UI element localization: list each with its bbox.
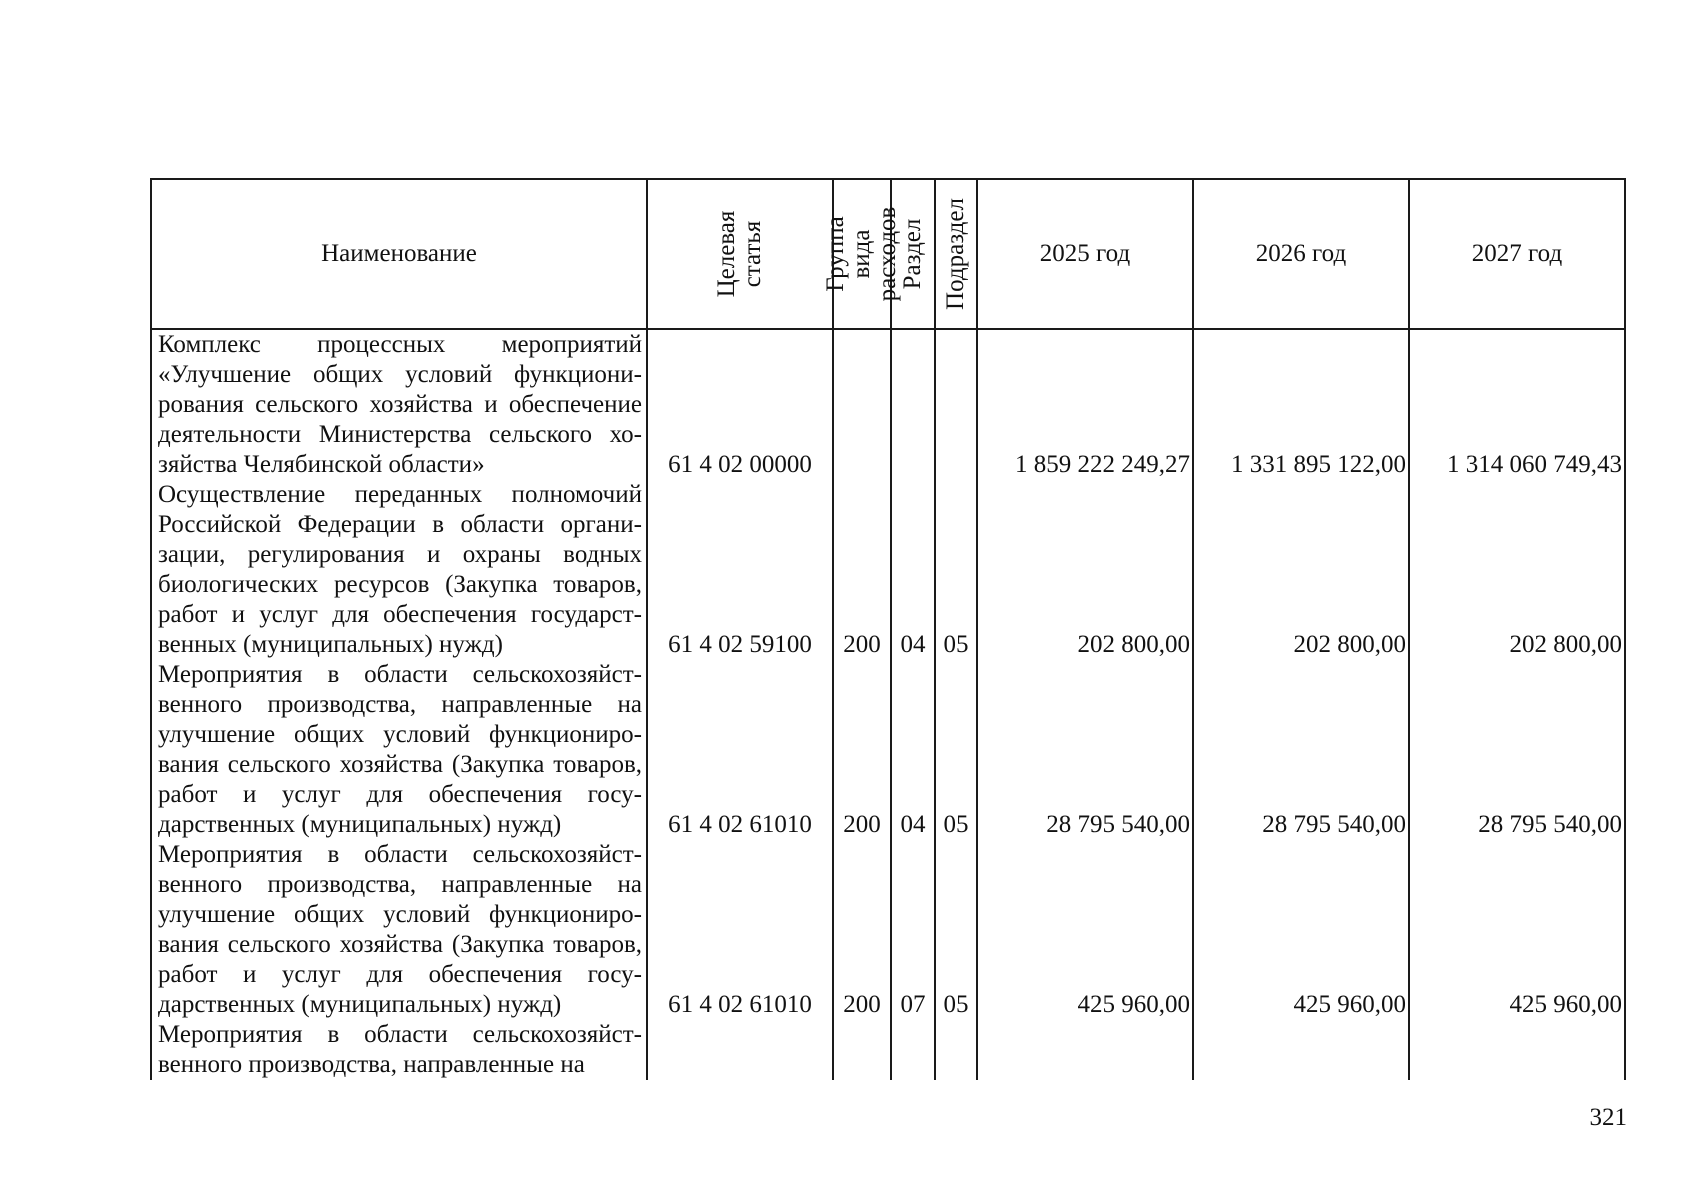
- header-section: [891, 179, 935, 329]
- row-2027-value: 425 960,00: [1409, 840, 1625, 1020]
- header-expense-group: [822, 179, 901, 329]
- page-number: 321: [1589, 1104, 1627, 1131]
- header-2027-label: 2027 год: [1471, 240, 1563, 267]
- row-2026-value: [1193, 1020, 1409, 1080]
- header-expense-group-label: Группа вида расходов: [822, 206, 901, 302]
- row-target-article: 61 4 02 59100: [647, 480, 833, 660]
- row-subsection: 05: [935, 660, 977, 840]
- header-2025-label: 2025 год: [1039, 240, 1131, 267]
- row-name: Мероприятия в области сельскохозяйственного производства, направленные на улучшение общих условий функционирования сельского хозяйства (Закупка товаров, работ и услуг для обеспечения государственных (муниципальных) нужд): [151, 840, 647, 1020]
- budget-table: [150, 178, 1626, 1080]
- header-section-label: Раздел: [899, 218, 926, 290]
- header-2026: [1193, 179, 1409, 329]
- row-2025-value: 202 800,00: [977, 480, 1193, 660]
- row-section: 07: [891, 840, 935, 1020]
- row-2025-value: 28 795 540,00: [977, 660, 1193, 840]
- row-section: 04: [891, 660, 935, 840]
- row-name: Мероприятия в области сельскохозяйственного производства, направленные на: [151, 1020, 647, 1080]
- table-row: [151, 840, 1625, 1020]
- row-expense-group: [833, 329, 891, 480]
- row-expense-group: [833, 1020, 891, 1080]
- table-row: [151, 660, 1625, 840]
- row-expense-group: 200: [833, 660, 891, 840]
- row-name: Осуществление переданных полномочий Российской Федерации в области организации, регулирования и охраны водных биологических ресурсов (Закупка товаров, работ и услуг для обеспечения государственных (муниципальных) нужд): [151, 480, 647, 660]
- table-row: [151, 1020, 1625, 1080]
- row-2027-value: [1409, 1020, 1625, 1080]
- row-subsection: [935, 329, 977, 480]
- header-name-label: Наименование: [321, 240, 477, 267]
- row-2027-value: 1 314 060 749,43: [1409, 329, 1625, 480]
- row-section: 04: [891, 480, 935, 660]
- row-target-article: 61 4 02 61010: [647, 840, 833, 1020]
- row-section: [891, 1020, 935, 1080]
- row-name: Мероприятия в области сельскохозяйственного производства, направленные на улучшение общих условий функционирования сельского хозяйства (Закупка товаров, работ и услуг для обеспечения государственных (муниципальных) нужд): [151, 660, 647, 840]
- row-2026-value: 28 795 540,00: [1193, 660, 1409, 840]
- table-header-row: [151, 179, 1625, 329]
- table-row: [151, 329, 1625, 480]
- row-expense-group: 200: [833, 840, 891, 1020]
- row-2025-value: 1 859 222 249,27: [977, 329, 1193, 480]
- row-2025-value: [977, 1020, 1193, 1080]
- row-subsection: 05: [935, 840, 977, 1020]
- row-2026-value: 1 331 895 122,00: [1193, 329, 1409, 480]
- row-2025-value: 425 960,00: [977, 840, 1193, 1020]
- row-section: [891, 329, 935, 480]
- row-expense-group: 200: [833, 480, 891, 660]
- row-2026-value: 425 960,00: [1193, 840, 1409, 1020]
- table-row: [151, 480, 1625, 660]
- row-2027-value: 28 795 540,00: [1409, 660, 1625, 840]
- header-2027: [1409, 179, 1625, 329]
- header-2025: [977, 179, 1193, 329]
- header-target-article: [647, 179, 833, 329]
- row-target-article: 61 4 02 61010: [647, 660, 833, 840]
- row-target-article: [647, 1020, 833, 1080]
- header-target-article-label: Целевая статья: [713, 210, 766, 298]
- row-name: Комплекс процессных мероприятий «Улучшение общих условий функционирования сельского хозяйства и обеспечение деятельности Министерства сельского хозяйства Челябинской области»: [151, 329, 647, 480]
- header-subsection: [935, 179, 977, 329]
- row-target-article: 61 4 02 00000: [647, 329, 833, 480]
- header-name: [151, 179, 647, 329]
- row-subsection: 05: [935, 480, 977, 660]
- row-2027-value: 202 800,00: [1409, 480, 1625, 660]
- header-2026-label: 2026 год: [1255, 240, 1347, 267]
- header-subsection-label: Подраздел: [942, 198, 969, 310]
- row-2026-value: 202 800,00: [1193, 480, 1409, 660]
- row-subsection: [935, 1020, 977, 1080]
